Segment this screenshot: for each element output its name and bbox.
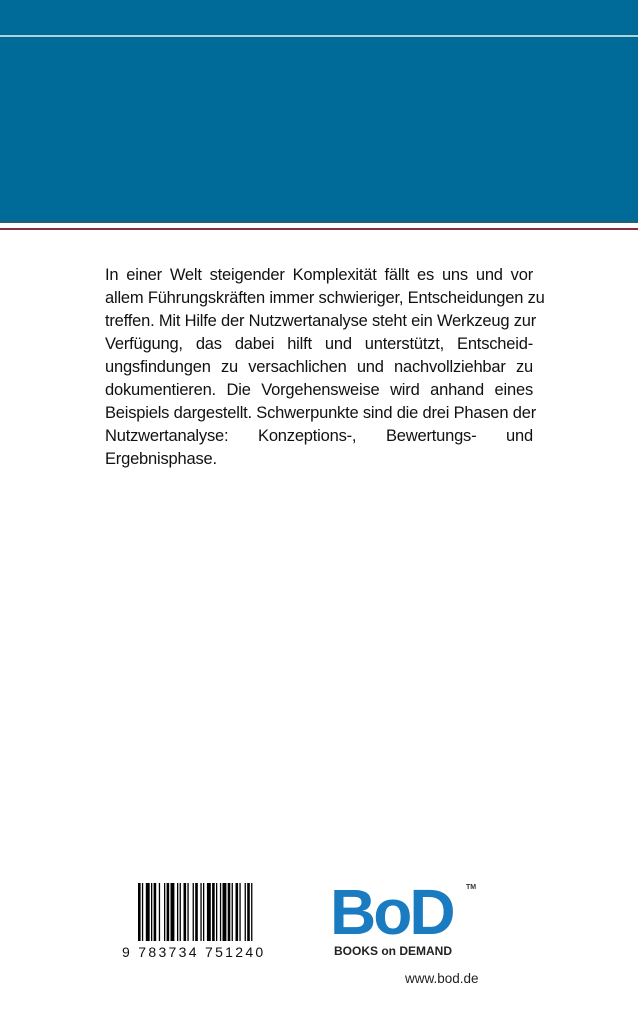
red-divider (0, 228, 638, 230)
barcode-bar (232, 883, 233, 941)
band-bottom-edge (0, 221, 638, 223)
barcode-bar (220, 883, 221, 941)
barcode-bar (239, 883, 240, 941)
band-accent-line (0, 34, 638, 38)
barcode-bar (207, 883, 211, 941)
barcode-bar (200, 883, 201, 941)
barcode-bar (184, 883, 187, 941)
barcode-bar (138, 883, 141, 941)
barcode-bar (187, 883, 188, 941)
barcode-bar (223, 883, 227, 941)
barcode-bar (164, 883, 165, 941)
blurb-line: Nutzwertanalyse: Konzeptions-, Bewertungs- und (105, 427, 533, 445)
publisher-logo: BoD (330, 876, 453, 948)
barcode-bar (146, 883, 150, 941)
barcode-bar (171, 883, 175, 941)
barcode-bar (180, 883, 181, 941)
publisher-name: BOOKS on DEMAND (334, 944, 452, 958)
blurb-line: Verfügung, das dabei hilft und unterstützt, Entscheid- (105, 335, 533, 353)
barcode-bar (216, 883, 217, 941)
isbn-number: 9 783734 751240 (122, 944, 266, 960)
blurb-line: allem Führungskräften immer schwieriger, Entscheidungen zu (105, 289, 545, 307)
blurb-line: ungsfindungen zu versachlichen und nachvollziehbar zu (105, 358, 533, 376)
publisher-url: www.bod.de (405, 971, 479, 986)
barcode-bar (151, 883, 152, 941)
barcode-bar (177, 883, 178, 941)
blurb-line: treffen. Mit Hilfe der Nutzwertanalyse steht ein Werkzeug zur (105, 312, 537, 330)
barcode-image (138, 883, 290, 941)
blurb-text (105, 264, 545, 471)
blurb-line: In einer Welt steigender Komplexität fällt es uns und vor (105, 266, 533, 284)
barcode-bar (159, 883, 160, 941)
barcode-bar (236, 883, 239, 941)
barcode-bar (203, 883, 204, 941)
barcode-bar (245, 883, 246, 941)
barcode-bar (167, 883, 170, 941)
barcode-bar (142, 883, 143, 941)
blurb-line: Beispiels dargestellt. Schwerpunkte sind die drei Phasen der (105, 404, 537, 422)
blurb-line: Ergebnisphase. (105, 450, 217, 468)
barcode-bar (251, 883, 252, 941)
blurb-line: dokumentieren. Die Vorgehensweise wird anhand eines (105, 381, 533, 399)
trademark-mark: TM (466, 884, 477, 891)
barcode-bar (193, 883, 194, 941)
barcode-bar (195, 883, 198, 941)
barcode-bar (228, 883, 231, 941)
barcode-bar (154, 883, 157, 941)
barcode-bar (247, 883, 250, 941)
barcode-bar (212, 883, 215, 941)
